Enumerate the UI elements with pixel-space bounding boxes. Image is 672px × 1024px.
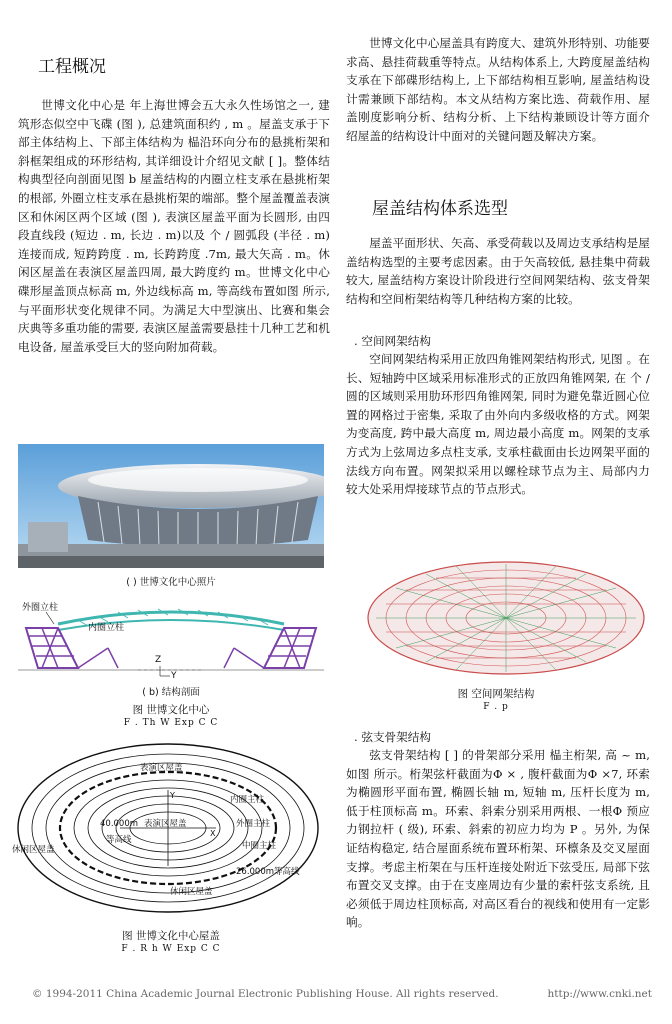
perform-roof-label: 表演区屋盖: [140, 763, 183, 773]
figure-1b-section: [18, 598, 324, 680]
outer-ring-column-label: 外圈主柱: [236, 819, 271, 829]
intro-paragraph: 世博文化中心屋盖具有跨度大、建筑外形特别、功能要求高、悬挂荷载重等特点。从结构体系上, 大跨度屋盖结构支承在下部碟形结构上, 上下部结构相互影响, 屋盖结构设计需兼顾下部结构。本文从结构方案比选、荷载作用、屋盖刚度影响分析、结构分析、上下结构兼顾设计等方面介绍屋盖的结构设计中面对的关键问题及解决方案。: [346, 36, 650, 143]
leisure-roof-label-2: 休闲区屋盖: [170, 887, 213, 897]
inner-ring-column-label: 内圈主柱: [230, 795, 265, 805]
footer-url[interactable]: http://www.cnki.net: [547, 988, 652, 1000]
figure-2-title: 图 世博文化中心屋盖: [122, 930, 220, 942]
section-heading-overview: 工程概况: [38, 57, 106, 77]
section-heading-roof-system: 屋盖结构体系选型: [372, 199, 508, 219]
figure-1a-caption: ( ) 世博文化中心照片: [126, 577, 216, 588]
contour-26m-label: 26.000m等高线: [236, 867, 300, 877]
inner-column-label: 内圈立柱: [88, 623, 125, 633]
perform-roof-inner-label: 表演区屋盖: [144, 819, 187, 829]
overview-paragraph: 世博文化中心是 年上海世博会五大永久性场馆之一, 建筑形态似空中飞碟 (图 ), 总建筑面积约 , m 。屋盖支承于下部主体结构上、下部主体结构为 榀沿环向分布的悬挑桁架和斜框架组成的环形结构, 其详细设计介绍见文献 [ ]。整体结构典型径向剖面见图 b 屋盖结构的内圈立柱支承在悬挑桁架的根部, 外圈立柱支承在悬挑桁架的端部。整个屋盖覆盖表演区和休闲区两个区域 (图 ), 表演区屋盖平面为长圆形, 由四段直线段 (短边 . m, 长边 . m)以及 个 / 圆弧段 (半径 . m)连接而成, 短跨跨度 . m, 长跨跨度 .7m, 最大矢高 . m。休闲区屋盖在表演区屋盖四周, 最大跨度约 m。世博文化中心碟形屋盖顶点标高 m, 外边线标高 m, 等高线布置如图 所示, 与平面形状变化规律不同。为满足大中型演出、比赛和集会庆典等多重功能的需要, 表演区屋盖需要悬挂十几种工艺和机电设备, 屋盖承受巨大的竖向附加荷载。: [18, 98, 330, 354]
figure-3-title: 图 空间网架结构: [457, 688, 535, 700]
outer-column-label: 外圈立柱: [22, 603, 59, 613]
contour-40m-label: 40.000m: [100, 819, 139, 829]
string-skeleton-paragraph: 弦支骨架结构 [ ] 的骨架部分采用 榀主桁架, 高 ~ m, 如图 所示。桁架弦杆截面为Φ × , 腹杆截面为Φ ×7, 环索为椭圆形平面布置, 椭圆长轴 m, 短轴 m, 压杆长度为 m, 低于柱顶标高 m。环索、斜索分别采用两根、一根Φ 预应力钢拉杆 ( 级), 环索、斜索的初应力均为 P 。另外, 为保证结构稳定, 结合屋面系统布置环桁架、环檩条及交叉屋面支撑。考虑主桁架在与压杆连接处附近下弦受压, 局部下弦布置交叉支撑。由于在支座周边有少量的索杆弦支系统, 且必须低于周边柱顶标高, 对高区看台的视线和使用有一定影响。: [346, 748, 650, 930]
figure-1-title: 图 世博文化中心: [132, 704, 210, 716]
figure-1a-photo: [18, 444, 324, 568]
figure-1-english-title: F . Th W Exp C C: [123, 718, 219, 728]
roof-system-paragraph: 屋盖平面形状、矢高、承受荷载以及周边支承结构是屋盖结构选型的主要考虑因素。由于矢高较低, 悬挂集中荷载较大, 屋盖结构方案设计阶段进行空间网架结构、弦支骨架结构和空间桁架结构等几种结构方案的比较。: [346, 236, 650, 306]
figure-2-roof-plan: [10, 740, 328, 920]
copyright-footer: [32, 988, 652, 1000]
figure-1b-caption: ( b) 结构剖面: [142, 687, 200, 698]
axis-y-label: Y: [171, 671, 177, 680]
subsection-string-skeleton: . 弦支骨架结构: [354, 730, 431, 744]
space-grid-paragraph: 空间网架结构采用正放四角锥网架结构形式, 见图 。在长、短轴跨中区域采用标准形式的正放四角锥网架, 在 个 / 圆的区域则采用肋环形四角锥网架, 同时为避免靠近圆心位置的网格过于密集, 采取了由外向内多级收格的方式。网架为变高度, 跨中最大高度 m, 周边最小高度 m。网架的支承方式为上弦周边多点柱支承, 支承柱截面由长边网架平面的法线方向布置。网架拟采用以螺栓球节点为主、局部内力较大处采用焊接球节点的节点形式。: [346, 352, 650, 497]
middle-ring-column-label: 中圈主柱: [242, 841, 277, 851]
axis-y-label-plan: Y: [170, 791, 175, 800]
copyright-text: © 1994-2011 China Academic Journal Electronic Publishing House. All rights reserved.: [32, 988, 499, 1000]
figure-3-space-grid: [356, 554, 646, 680]
axis-z-label: Z: [155, 655, 162, 665]
contour-line-label: 等高线: [106, 835, 132, 845]
axis-x-label-plan: X: [210, 829, 216, 838]
figure-3-english-title: F . p: [483, 702, 509, 712]
figure-2-english-title: F . R h W Exp C C: [121, 944, 221, 954]
subsection-space-grid: . 空间网架结构: [354, 334, 431, 348]
leisure-roof-label: 休闲区屋盖: [12, 845, 55, 855]
